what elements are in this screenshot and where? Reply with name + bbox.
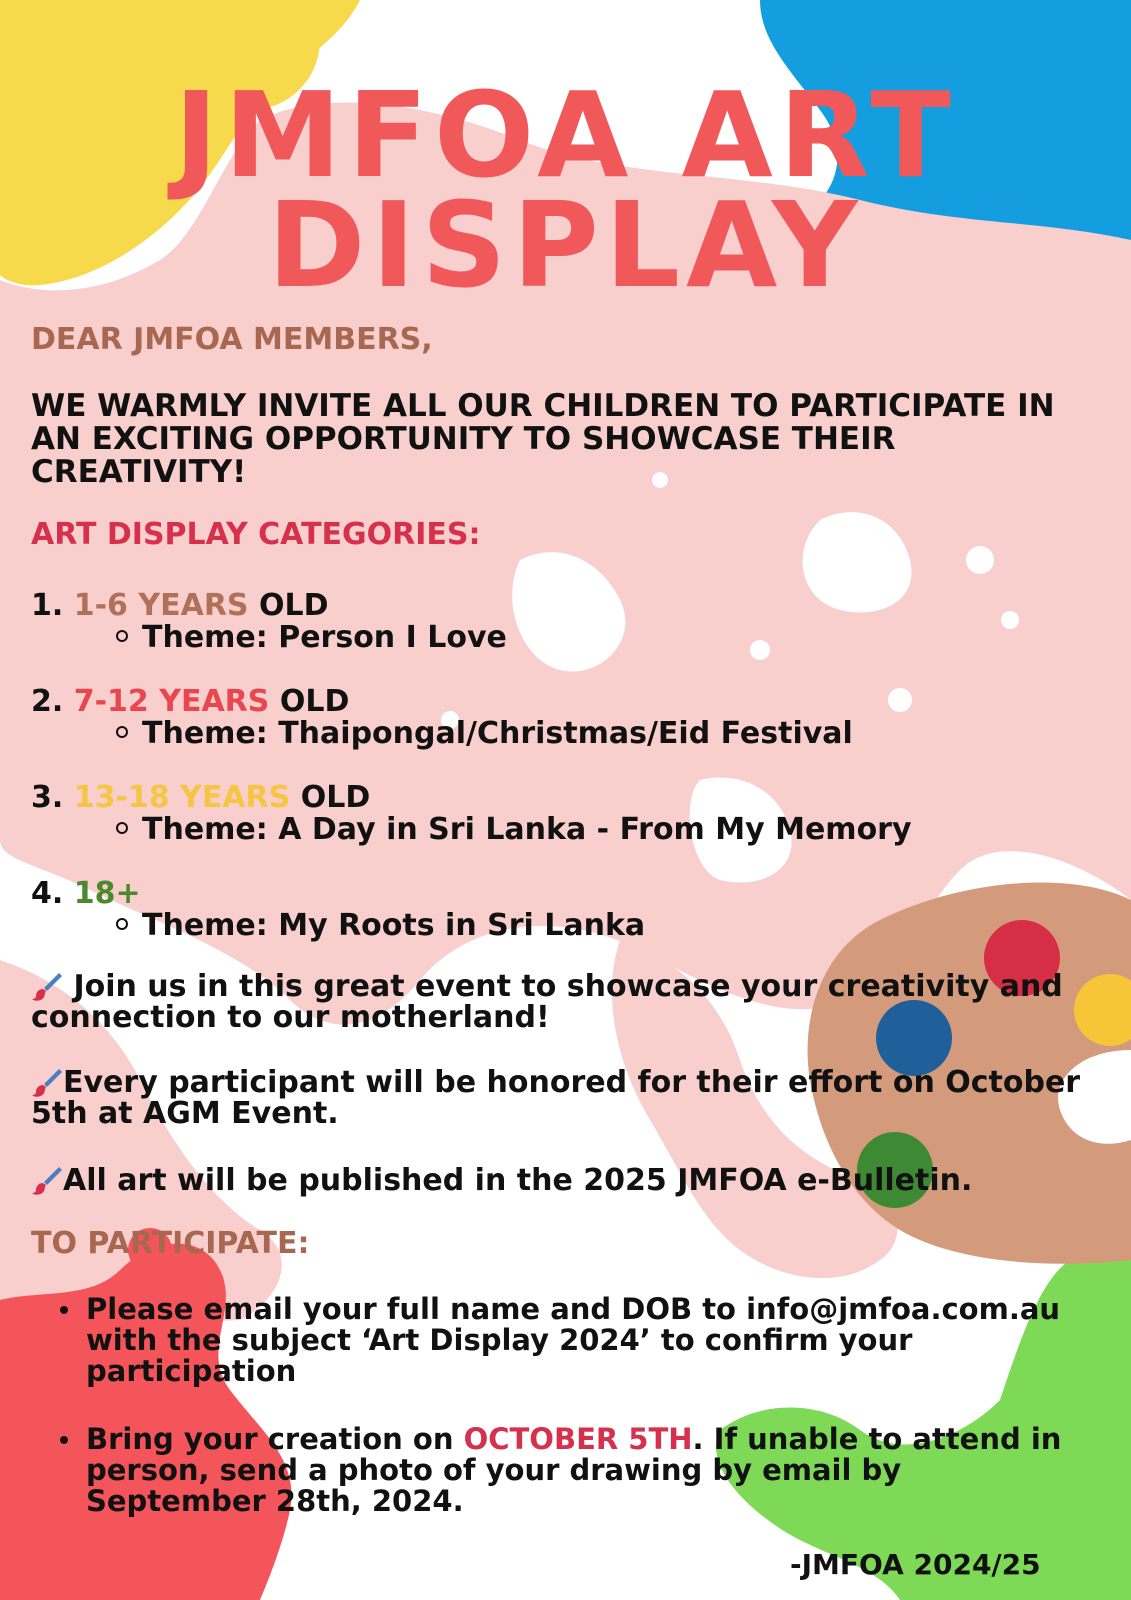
bullet-text-post: . If unable to attend in person, send a photo of your drawing by email by September 28th, 2024. (86, 1422, 1062, 1518)
category-age: 18+ (73, 876, 141, 911)
theme-text: Theme: My Roots in Sri Lanka (142, 908, 646, 943)
categories-heading: ART DISPLAY CATEGORIES: (31, 517, 481, 552)
paragraph-text: Every participant will be honored for their effort on October 5th at AGM Event. (31, 1065, 1081, 1131)
honored-paragraph (31, 1066, 1091, 1129)
category-age: 7-12 YEARS (73, 684, 270, 719)
category-suffix: OLD (300, 780, 371, 815)
category-3-theme (116, 812, 912, 847)
bullet-dot-icon (60, 1436, 68, 1444)
paintbrush-icon (31, 1066, 63, 1098)
paintbrush-icon (31, 970, 63, 1002)
circle-bullet-icon (116, 630, 128, 642)
category-4 (31, 876, 141, 911)
category-4-theme (116, 908, 645, 943)
category-suffix: OLD (258, 588, 329, 623)
bullet-dot-icon (60, 1306, 68, 1314)
category-3 (31, 780, 370, 815)
category-age: 1-6 YEARS (73, 588, 249, 623)
category-number: 2. (31, 684, 64, 719)
category-number: 4. (31, 876, 64, 911)
join-paragraph (31, 970, 1091, 1033)
greeting: DEAR JMFOA MEMBERS, (31, 322, 433, 357)
circle-bullet-icon (116, 822, 128, 834)
category-number: 3. (31, 780, 64, 815)
theme-text: Theme: A Day in Sri Lanka - From My Memory (142, 812, 912, 847)
theme-text: Theme: Thaipongal/Christmas/Eid Festival (142, 716, 853, 751)
category-1-theme (116, 620, 507, 655)
category-suffix: OLD (279, 684, 350, 719)
title-line-1: JMFOA ART (174, 66, 957, 204)
date-highlight: OCTOBER 5TH (463, 1422, 693, 1456)
theme-text: Theme: Person I Love (142, 620, 507, 655)
bullet-text-pre: Bring your creation on (86, 1422, 464, 1456)
intro-text: WE WARMLY INVITE ALL OUR CHILDREN TO PARTICIPATE IN AN EXCITING OPPORTUNITY TO SHOWCASE THEIR CREATIVITY! (31, 388, 1055, 490)
published-paragraph (31, 1164, 1091, 1196)
paragraph-text: Join us in this great event to showcase your creativity and connection to our motherland! (31, 969, 1063, 1035)
title-line-2: DISPLAY (267, 176, 864, 314)
category-2 (31, 684, 349, 719)
category-2-theme (116, 716, 853, 751)
category-age: 13-18 YEARS (73, 780, 291, 815)
category-1 (31, 588, 329, 623)
bullet-text: Please email your full name and DOB to info@jmfoa.com.au with the subject ‘Art Display 2024’ to confirm your participation (86, 1292, 1061, 1388)
category-number: 1. (31, 588, 64, 623)
paragraph-text: All art will be published in the 2025 JMFOA e-Bulletin. (63, 1163, 973, 1198)
circle-bullet-icon (116, 726, 128, 738)
paintbrush-icon (31, 1164, 63, 1196)
circle-bullet-icon (116, 918, 128, 930)
bullet-text (86, 1424, 1076, 1517)
signature: -JMFOA 2024/25 (790, 1548, 1041, 1581)
participate-heading: TO PARTICIPATE: (31, 1226, 310, 1261)
